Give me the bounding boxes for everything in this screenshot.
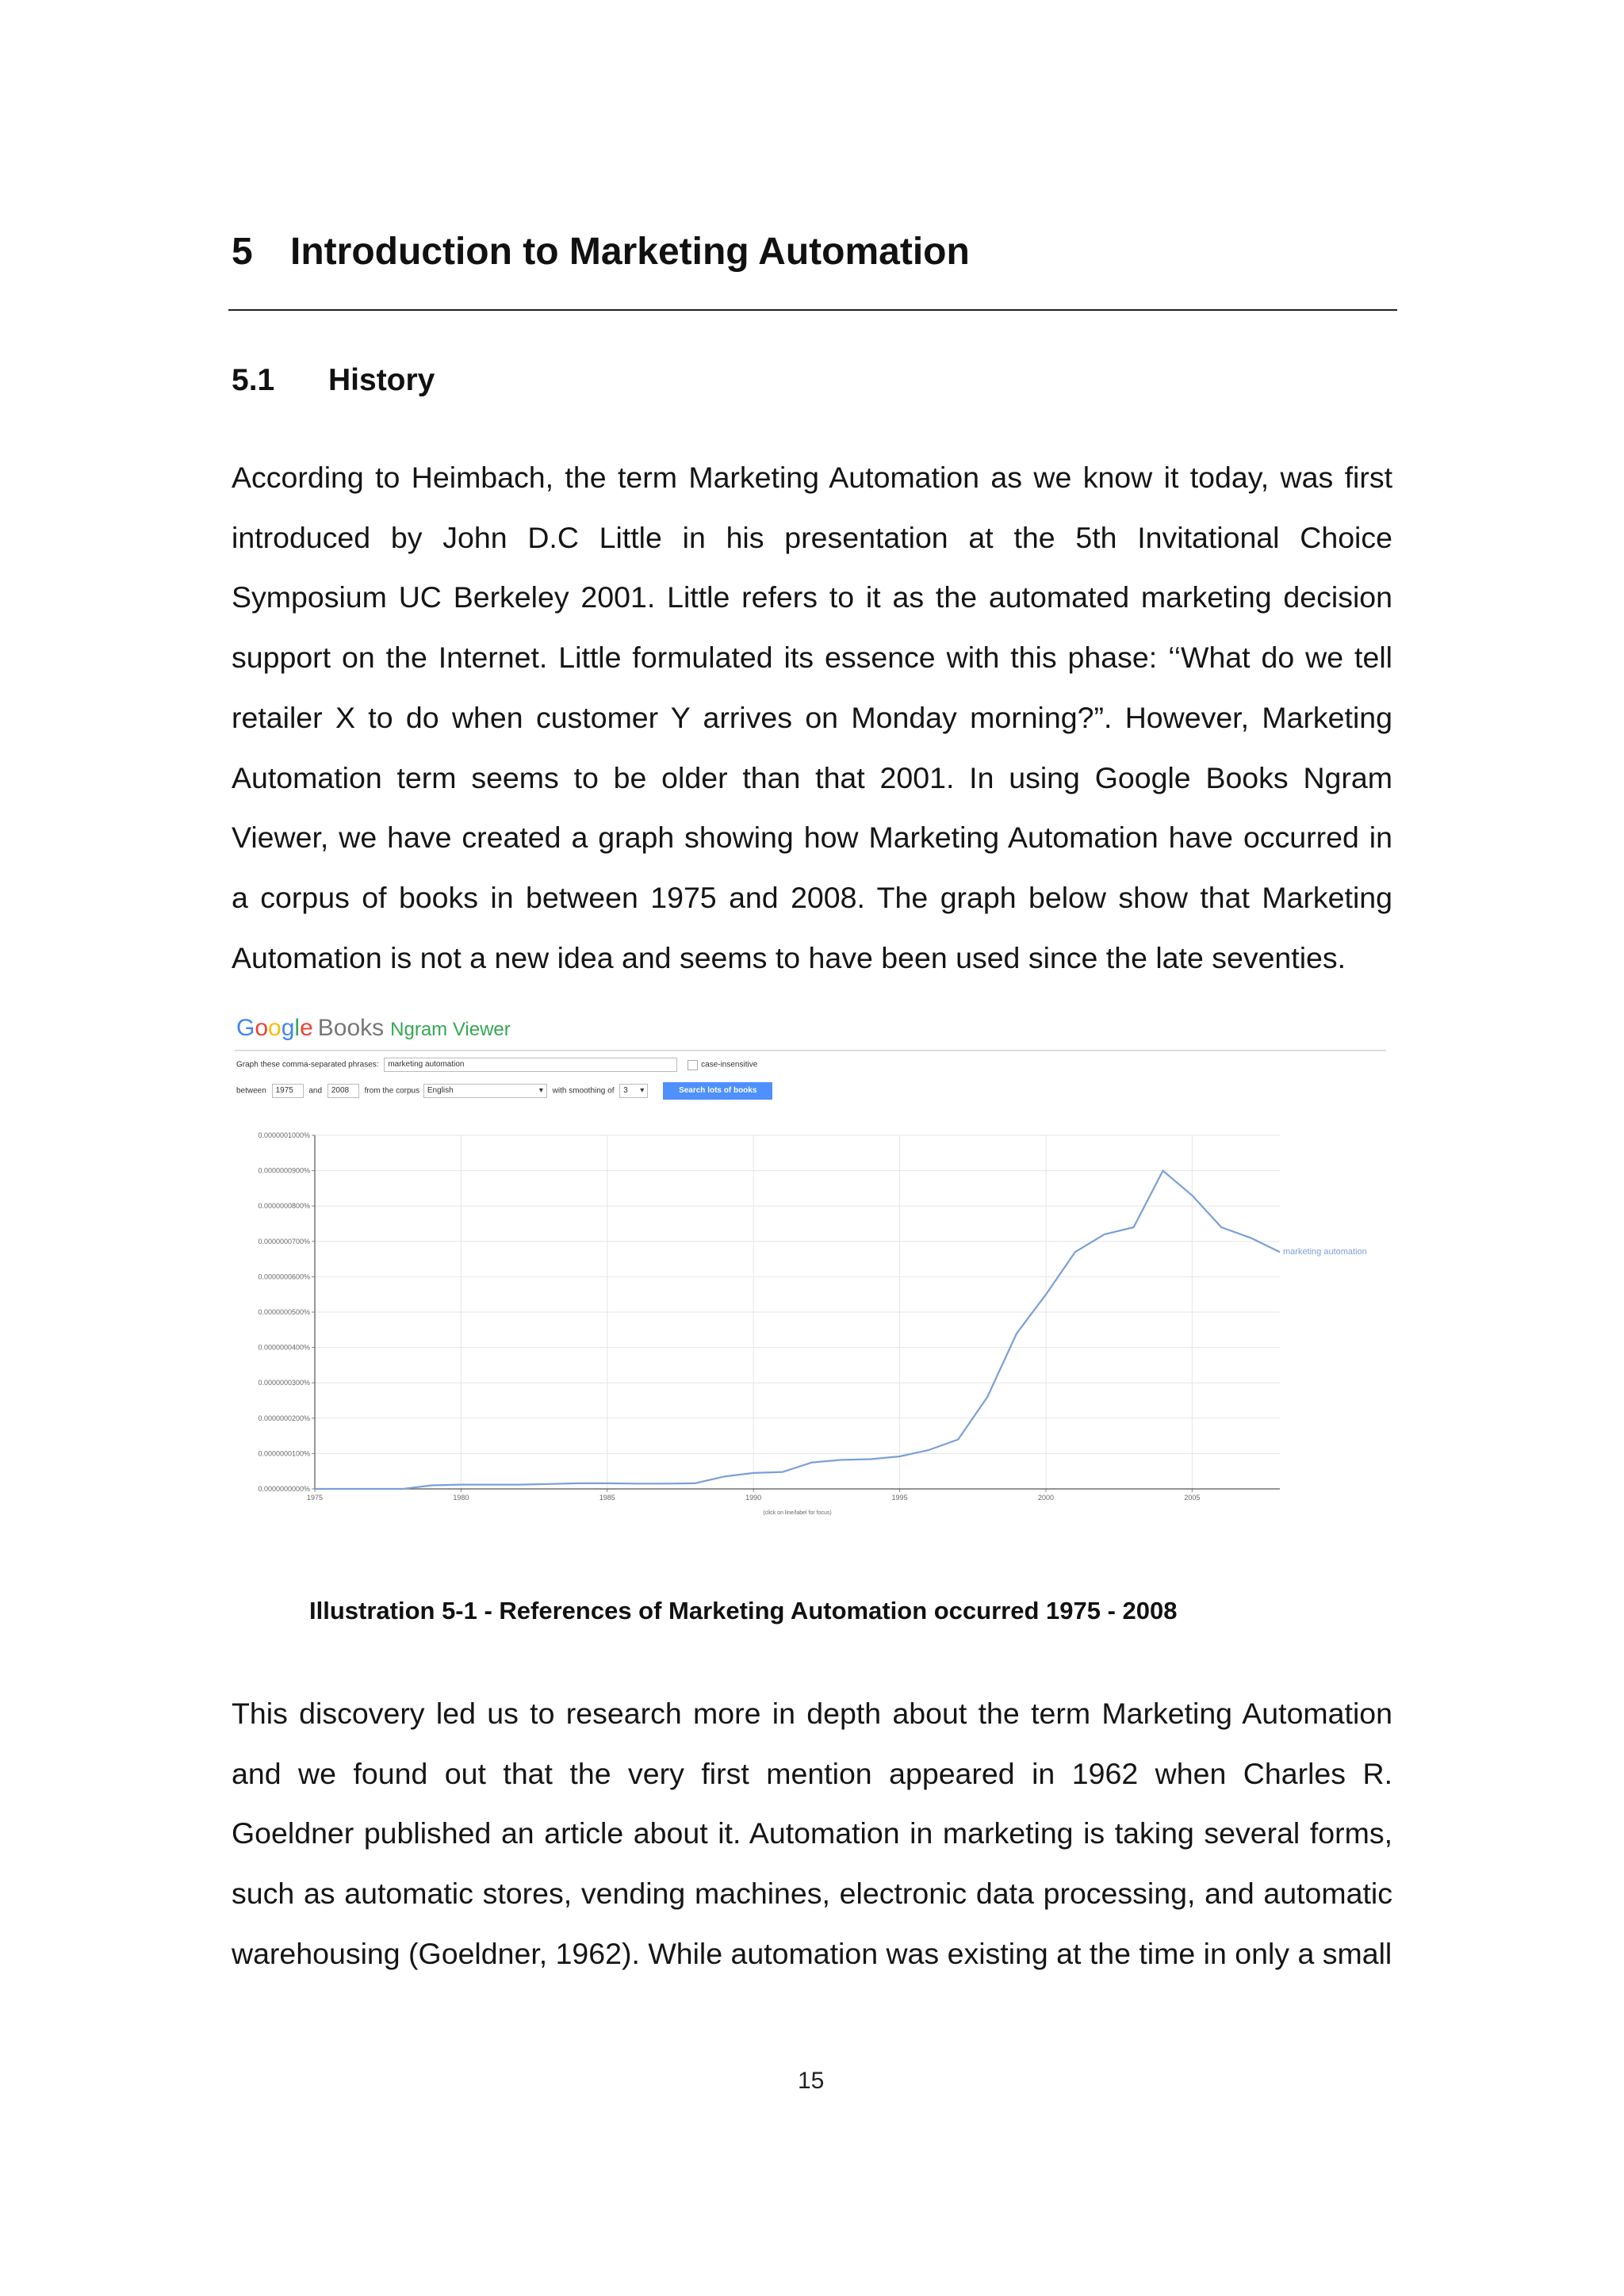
phrases-input[interactable]: marketing automation (384, 1058, 677, 1072)
figure-caption: Illustration 5-1 - References of Marketing Automation occurred 1975 - 2008 (309, 1597, 1178, 1624)
logo-letter-o2: o (268, 1015, 282, 1041)
logo-letter-g: G (236, 1015, 255, 1041)
chart-series[interactable] (315, 1171, 1367, 1489)
logo-letter-g2: g (281, 1015, 295, 1041)
logo-letter-l: l (294, 1015, 301, 1041)
end-year-input[interactable]: 2008 (327, 1084, 359, 1098)
y-tick-labels (258, 1131, 310, 1493)
logo-letter-o1: o (255, 1015, 269, 1041)
logo-ngram-viewer: Ngram Viewer (390, 1019, 511, 1040)
smoothing-label: with smoothing of (552, 1086, 615, 1096)
x-tick-label: 1985 (599, 1494, 615, 1502)
y-tick-label: 0.0000000900% (258, 1166, 310, 1175)
y-tick-label: 0.0000000100% (258, 1449, 310, 1458)
smoothing-select[interactable] (619, 1084, 648, 1098)
x-tick-label: 2000 (1037, 1494, 1054, 1502)
y-tick-label: 0.0000000700% (258, 1237, 310, 1246)
case-insensitive-label: case-insensitive (701, 1060, 758, 1070)
chevron-down-icon: ▾ (538, 1086, 543, 1095)
logo-letter-e: e (300, 1015, 313, 1041)
paragraph-history-intro: According to Heimbach, the term Marketing Automation as we know it today, was first introduced by John D.C Little in his presentation at the 5th Invitational Choice Symposium UC Berkeley 2001. Little refers to it as the automated marketing decision support on the Internet. Little formulated its essence with this phase: ‘‘What do we tell retailer X to do when customer Y arrives on Monday morning?”. However, Marketing Automation term seems to be older than that 2001. In using Google Books Ngram Viewer, we have created a graph showing how Marketing Automation have occurred in a corpus of books in between 1975 and 2008. The graph below show that Marketing Automation is not a new idea and seems to have been used since the late seventies. (232, 461, 1392, 974)
ngram-header-divider (235, 1050, 1386, 1051)
paragraph-goeldner: This discovery led us to research more in depth about the term Marketing Automation and we found out that the very first mention appeared in 1962 when Charles R. Goeldner published an article about it. Automation in marketing is taking several forms, such as automatic stores, vending machines, electronic data processing, and automatic warehousing (Goeldner, 1962). While automation was existing at the time in only a small (232, 1697, 1392, 1970)
corpus-value: English (427, 1086, 454, 1095)
y-tick-label: 0.0000001000% (258, 1131, 310, 1139)
section-number: 5.1 (232, 363, 275, 397)
heading-rule (228, 309, 1397, 311)
chevron-down-icon: ▾ (640, 1086, 645, 1095)
page-number: 15 (798, 2068, 825, 2094)
y-tick-label: 0.0000000200% (258, 1414, 310, 1422)
and-label: and (308, 1086, 323, 1096)
search-lots-of-books-button[interactable]: Search lots of books (663, 1082, 772, 1100)
y-tick-label: 0.0000000400% (258, 1343, 310, 1352)
x-tick-labels (307, 1494, 1200, 1502)
series-label-marketing-automation[interactable]: marketing automation (1283, 1247, 1367, 1257)
ngram-phrase-row (236, 1058, 757, 1072)
phrases-label: Graph these comma-separated phrases: (236, 1060, 379, 1070)
ngram-options-row (236, 1082, 772, 1100)
chapter-number: 5 (232, 231, 253, 273)
case-insensitive-checkbox[interactable] (688, 1060, 698, 1070)
chapter-heading (232, 230, 1397, 274)
ngram-figure (232, 1007, 1397, 1546)
x-tick-label: 1975 (306, 1494, 324, 1502)
between-label: between (236, 1086, 266, 1096)
x-tick-label: 2005 (1184, 1494, 1201, 1502)
logo-books: Books (317, 1015, 385, 1041)
smoothing-value: 3 (623, 1086, 628, 1095)
ngram-line-chart[interactable] (232, 1126, 1397, 1522)
y-tick-label: 0.0000000600% (258, 1272, 310, 1281)
y-tick-label: 0.0000000800% (258, 1202, 310, 1211)
section-heading (232, 363, 435, 398)
x-axis-note: (click on line/label for focus) (763, 1510, 832, 1516)
corpus-label: from the corpus (364, 1086, 420, 1096)
x-tick-label: 1995 (891, 1494, 908, 1502)
y-tick-label: 0.0000000300% (258, 1379, 310, 1387)
start-year-input[interactable]: 1975 (272, 1084, 304, 1098)
x-tick-label: 1990 (745, 1494, 762, 1502)
chart-grid (315, 1135, 1280, 1489)
chart-axes (312, 1135, 1280, 1492)
section-title: History (328, 363, 435, 397)
google-books-logo (236, 1015, 511, 1042)
y-tick-label: 0.0000000500% (258, 1308, 310, 1316)
y-tick-label: 0.0000000000% (258, 1485, 310, 1493)
series-line-marketing-automation[interactable] (315, 1171, 1280, 1489)
chapter-title: Introduction to Marketing Automation (290, 231, 970, 273)
x-tick-label: 1980 (453, 1494, 469, 1502)
corpus-select[interactable] (423, 1084, 547, 1098)
